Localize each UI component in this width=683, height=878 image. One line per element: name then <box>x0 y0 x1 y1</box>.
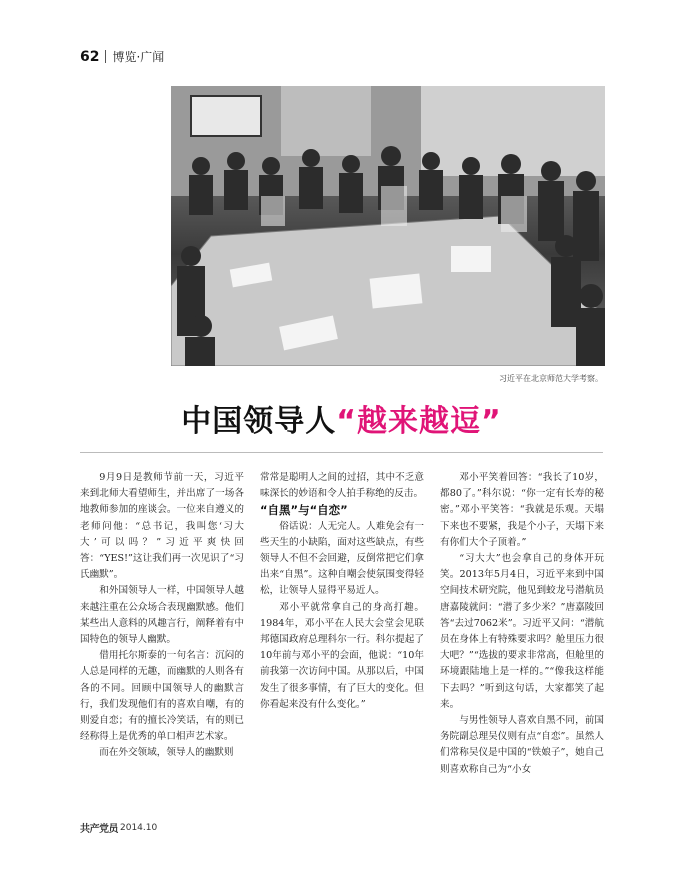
section-name: 博览·广闻 <box>112 50 165 64</box>
article-title <box>0 396 683 440</box>
paragraph: 和外国领导人一样，中国领导人越来越注重在公众场合表现幽默感。他们某些出人意料的风趣言行，阐释着有中国特色的领导人幽默。 <box>80 585 244 646</box>
paragraph: 与男性领导人喜欢自黑不同，前国务院副总理吴仪则有点“自恋”。虽然人们常称吴仪是中国的“铁娘子”，她自己则喜欢称自己为“小女 <box>440 715 604 775</box>
article-column-1 <box>80 470 244 762</box>
title-highlight: “越来越逗” <box>336 404 502 439</box>
paragraph: 借用托尔斯泰的一句名言：沉闷的人总是同样的无趣，而幽默的人则各有各的不同。回顾中国领导人的幽默言行，我们发现他们有的喜欢自嘲，有的则爱自恋；有的擅长冷笑话，有的则已经称得上是优秀的单口相声艺术家。 <box>80 650 244 743</box>
title-divider <box>80 452 603 453</box>
paragraph: “习大大”也会拿自己的身体开玩笑。2013年5月4日，习近平来到中国空间技术研究院，他见到蛟龙号潜航员唐嘉陵就问：“潜了多少米？”唐嘉陵回答“去过7062米”。习近平又问：“潜航员在身体上有特殊要求吗？舱里压力很大吧？”“选拔的要求非常高，但舱里的环境跟陆地上是一样的。”“像我这样能下去吗？”听到这句话，大家都笑了起来。 <box>440 553 604 710</box>
article-column-3 <box>440 470 604 778</box>
paragraph: 常常是聪明人之间的过招，其中不乏意味深长的妙语和令人拍手称绝的反击。 <box>260 472 424 500</box>
page-header <box>80 48 164 65</box>
subheading: “自黑”与“自恋” <box>260 503 348 518</box>
paragraph: 邓小平就常拿自己的身高打趣。1984年，邓小平在人民大会堂会见联邦德国政府总理科尔一行。科尔提起了10年前与邓小平的会面，他说：“10年前我第一次访问中国。从那以后，中国发生了很多事情，有了巨大的变化。但你看起来没有什么变化。” <box>260 601 424 710</box>
paragraph: 9月9日是教师节前一天，习近平来到北师大看望师生，并出席了一场各地教师参加的座谈会。一位来自遵义的老师问他：“总书记，我叫您‘习大大’可以吗？”习近平爽快回答：“YES!”这让我们再一次见识了“习氏幽默”。 <box>80 472 244 581</box>
photo-illustration <box>171 86 605 366</box>
photo-caption: 习近平在北京师范大学考察。 <box>499 374 603 383</box>
article-column-2 <box>260 470 424 713</box>
issue-date: 2014.10 <box>120 822 158 833</box>
page-number: 62 <box>80 48 100 65</box>
paragraph: 俗话说：人无完人。人难免会有一些天生的小缺陷，面对这些缺点，有些领导人不但不会回避，反倒常把它们拿出来“自黑”。这种自嘲会使氛围变得轻松，让领导人显得平易近人。 <box>260 520 424 597</box>
news-photo <box>171 86 605 366</box>
header-divider <box>105 50 106 63</box>
title-main: 中国领导人 <box>181 404 337 439</box>
paragraph: 而在外交领域，领导人的幽默则 <box>99 747 234 759</box>
paragraph: 邓小平笑着回答：“我长了10岁，都80了。”科尔说：“你一定有长寿的秘密。”邓小平笑答：“我就是乐观。天塌下来也不要紧，我是个小子，天塌下来有你们大个子顶着。” <box>440 472 604 548</box>
magazine-logo: 共产党员 <box>80 824 118 835</box>
page-footer <box>80 820 157 835</box>
